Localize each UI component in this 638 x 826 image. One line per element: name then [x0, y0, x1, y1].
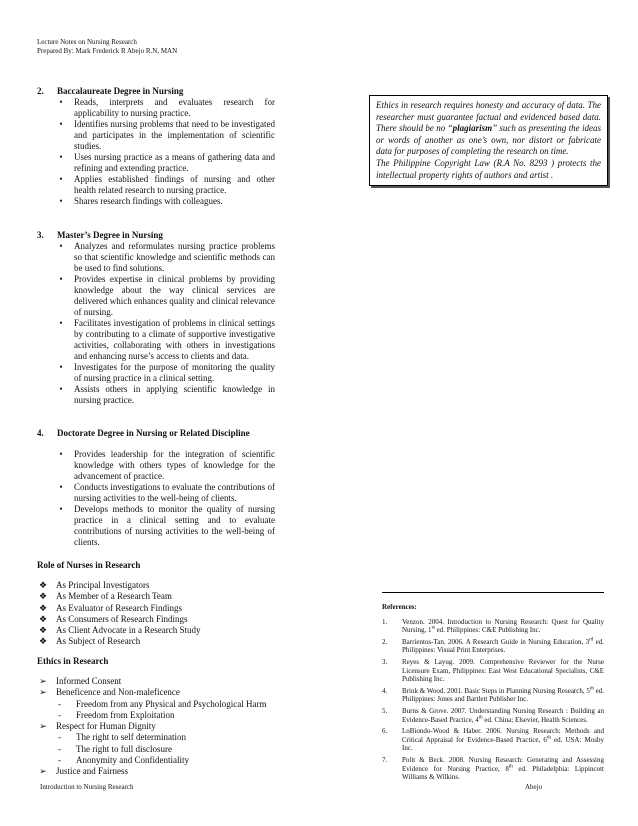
list-item: • Identifies nursing problems that need to be investigated and participates in the implementation of scientific studies.: [37, 119, 275, 152]
section-title: Doctorate Degree in Nursing or Related Discipline: [57, 428, 250, 438]
reference-item: 4. Brink & Wood. 2001. Basic Steps in Planning Nursing Research, 5th ed. Philippines: Jones and Bartlett Publisher Inc.: [382, 686, 604, 704]
list-item: ➢ Respect for Human Dignity: [37, 721, 297, 732]
list-item: ❖ As Member of a Research Team: [38, 591, 172, 602]
references-heading: References:: [382, 603, 417, 611]
roles-section: [37, 560, 287, 648]
reference-item: 5. Burns & Grove. 2007. Understanding Nursing Research : Building an Evidence-Based Practice, 4th ed. China; Elsevier, Health Sciences.: [382, 706, 604, 724]
bullet-list: [37, 97, 275, 207]
reference-item: 6. LoBiondo-Wood & Haber. 2006. Nursing Research: Methods and Critical Appraisal for Evidence-Based Practice, 6th ed. USA: Mosby Inc.: [382, 727, 604, 753]
arrow-bullet-icon: ➢: [39, 687, 47, 698]
section-heading: [37, 230, 275, 241]
ethics-section: [37, 656, 297, 778]
references-divider: [382, 592, 604, 593]
arrow-bullet-icon: ➢: [39, 766, 47, 777]
section-masters: [37, 230, 275, 406]
section-heading: [37, 428, 275, 439]
list-item: • Facilitates investigation of problems in clinical settings by contributing to a climate of supportive investigative activities, collaborating with others in investigations and enhancing nurse’s access to clients and data.: [37, 318, 275, 362]
bullet-icon: •: [59, 196, 63, 206]
list-item: • Reads, interprets and evaluates research for applicability to nursing practice.: [37, 97, 275, 119]
footer-title: Introduction to Nursing Research: [40, 783, 134, 791]
list-item: • Provides leadership for the integration of scientific knowledge with others types of knowledge for the advancement of practice.: [37, 449, 275, 482]
bullet-icon: •: [59, 97, 63, 107]
ethics-list: [37, 676, 297, 778]
dash-bullet-icon: -: [58, 743, 61, 754]
section-heading: [37, 86, 275, 97]
section-baccalaureate: [37, 86, 275, 207]
section-title: Baccalaureate Degree in Nursing: [57, 86, 184, 96]
sub-list-item: - Freedom from any Physical and Psychological Harm: [58, 698, 267, 709]
diamond-bullet-icon: ❖: [38, 580, 48, 590]
reference-item: 1. Venzon. 2004. Introduction to Nursing Research: Quest for Quality Nursing, 1st ed. Philippines: C&E Publishing Inc.: [382, 617, 604, 635]
bullet-icon: •: [59, 482, 63, 492]
bullet-icon: •: [59, 449, 63, 459]
roles-list: [37, 580, 287, 648]
bullet-icon: •: [59, 318, 63, 328]
note-paragraph: Ethics in research requires honesty and accuracy of data. The researcher must guarantee factual and evidenced based data. There should be no “plagiarism” such as presenting the ideas or words of another as one’s own, nor distort or fabricate data for purposes of completing the research on time.: [376, 100, 601, 157]
diamond-bullet-icon: ❖: [38, 602, 48, 613]
list-item: ❖ As Principal Investigators: [38, 580, 150, 590]
bullet-icon: •: [59, 241, 63, 251]
diamond-bullet-icon: ❖: [38, 625, 48, 636]
plagiarism-term: plagiarism: [452, 123, 493, 134]
dash-bullet-icon: -: [58, 709, 61, 720]
list-item: ❖ As Consumers of Research Findings: [38, 613, 188, 624]
section-number: 3.: [37, 230, 44, 240]
bullet-list: [37, 449, 275, 548]
list-item: • Develops methods to monitor the quality of nursing practice in a clinical setting and to evaluate contributions of nursing activities to the well-being of clients.: [37, 504, 275, 548]
roles-heading: Role of Nurses in Research: [37, 560, 141, 570]
list-item: ➢ Justice and Fairness: [37, 766, 297, 777]
list-item: • Applies established findings of nursing and other health related research to nursing practice.: [37, 174, 275, 196]
ethics-note-box: [369, 95, 608, 186]
list-item: • Conducts investigations to evaluate the contributions of nursing activities to the well-being of clients.: [37, 482, 275, 504]
list-item: ❖ As Subject of Research: [38, 636, 141, 647]
note-paragraph: The Philippine Copyright Law (R.A No. 8293 ) protects the intellectual property rights of authors and artist .: [376, 157, 601, 180]
reference-item: 2. Barrientos-Tan. 2006. A Research Guide in Nursing Education, 3rd ed. Philippines: Visual Print Enterprises.: [382, 637, 605, 655]
list-item: ➢ Informed Consent: [37, 676, 297, 687]
reference-item: 7. Polit & Beck. 2008. Nursing Research: Generating and Assessing Evidence for Nursing Practice, 8th ed. Philadelphia: Lippincott Williams & Wilkins.: [382, 755, 604, 782]
header-author: Prepared By: Mark Frederick R Abejo R.N, MAN: [37, 47, 178, 55]
bullet-icon: •: [59, 504, 63, 514]
list-item: • Provides expertise in clinical problems by providing knowledge about the way clinical services are delivered which enhances quality and clinical relevance of nursing.: [37, 274, 275, 318]
diamond-bullet-icon: ❖: [38, 613, 48, 624]
dash-bullet-icon: -: [58, 698, 61, 709]
arrow-bullet-icon: ➢: [39, 721, 47, 732]
list-item: ➢ Beneficence and Non-maleficence: [37, 687, 297, 698]
header-course: Lecture Notes on Nursing Research: [37, 38, 137, 46]
bullet-list: [37, 241, 275, 406]
references-section: [382, 603, 604, 782]
bullet-icon: •: [59, 174, 63, 184]
dash-bullet-icon: -: [58, 732, 61, 743]
list-item: • Assists others in applying scientific knowledge in nursing practice.: [37, 384, 275, 406]
list-item: • Shares research findings with colleagues.: [37, 196, 275, 207]
sub-list-item: - The right to full disclosure: [58, 743, 172, 754]
reference-item: 3. Reyes & Layug. 2009. Comprehensive Reviewer for the Nurse Licensure Exam, Philippines: East West Educational Specialists, C&E Publishing Inc.: [382, 657, 604, 684]
diamond-bullet-icon: ❖: [38, 591, 48, 602]
section-number: 2.: [37, 86, 44, 96]
dash-bullet-icon: -: [58, 755, 61, 766]
arrow-bullet-icon: ➢: [39, 676, 47, 686]
list-item: • Analyzes and reformulates nursing practice problems so that scientific knowledge and scientific methods can be used to find solutions.: [37, 241, 275, 274]
sub-list-item: - The right to self determination: [58, 732, 186, 743]
bullet-icon: •: [59, 384, 63, 394]
sub-list-item: - Anonymity and Confidentiality: [58, 755, 189, 766]
page-header: [37, 38, 177, 56]
section-doctorate: [37, 428, 275, 548]
list-item: ❖ As Client Advocate in a Research Study: [38, 625, 201, 636]
section-title: Master’s Degree in Nursing: [57, 230, 163, 240]
diamond-bullet-icon: ❖: [38, 636, 48, 647]
list-item: • Uses nursing practice as a means of gathering data and refining and extending practice.: [37, 152, 275, 174]
bullet-icon: •: [59, 152, 63, 162]
bullet-icon: •: [59, 274, 63, 284]
section-number: 4.: [37, 428, 44, 438]
list-item: • Investigates for the purpose of monitoring the quality of nursing practice in a clinical setting.: [37, 362, 275, 384]
sub-list-item: - Freedom from Exploitation: [58, 709, 175, 720]
list-item: ❖ As Evaluator of Research Findings: [38, 602, 182, 613]
ethics-heading: Ethics in Research: [37, 656, 109, 666]
bullet-icon: •: [59, 119, 63, 129]
footer-author: Abejo: [525, 783, 543, 791]
bullet-icon: •: [59, 362, 63, 372]
